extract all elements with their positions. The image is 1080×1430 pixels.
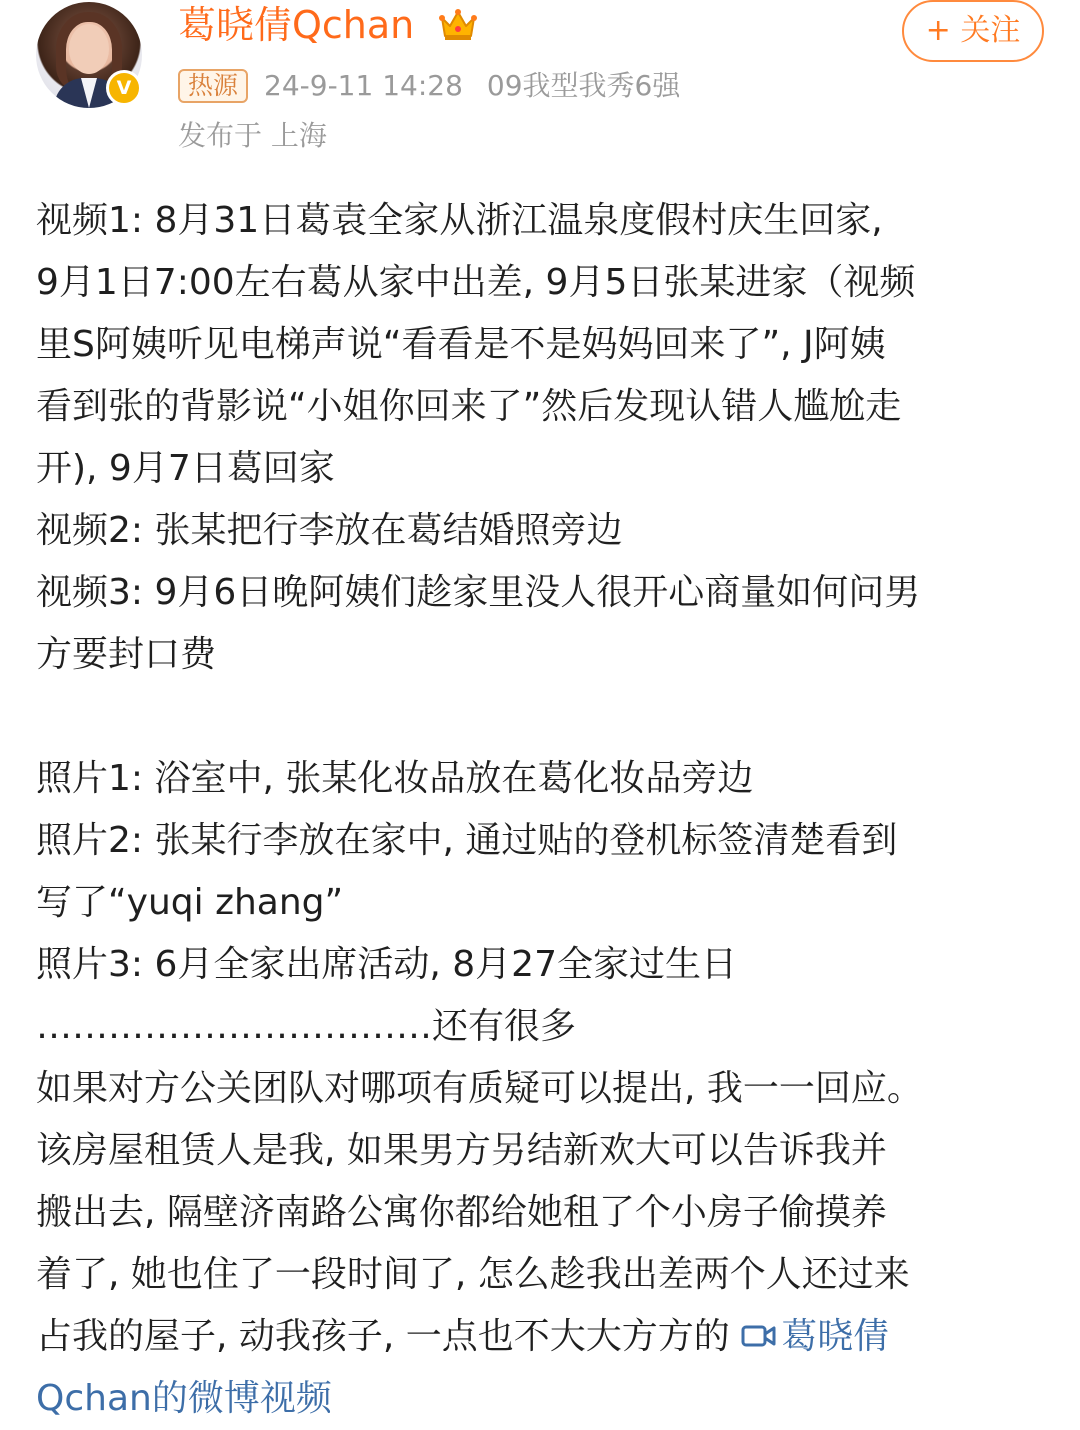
post-line: 看到张的背影说“小姐你回来了”然后发现认错人尴尬走	[36, 386, 902, 427]
post-line-with-link	[36, 1306, 1046, 1368]
post-header	[0, 0, 1080, 170]
post-line: 照片1: 浴室中, 张某化妆品放在葛化妆品旁边	[36, 758, 754, 799]
crown-icon	[438, 6, 478, 42]
post-line: 方要封口费	[36, 634, 217, 675]
avatar-face	[69, 24, 109, 74]
post-line: 里S阿姨听见电梯声说“看看是不是妈妈回来了”, J阿姨	[36, 324, 886, 365]
post-meta	[178, 66, 680, 106]
video-link-continued[interactable]: Qchan的微博视频	[36, 1378, 332, 1419]
post-line: 视频2: 张某把行李放在葛结婚照旁边	[36, 510, 623, 551]
post-device[interactable]: 09我型我秀6强	[486, 69, 681, 102]
source-badge[interactable]: 热源	[178, 69, 248, 103]
video-camera-icon	[741, 1321, 777, 1351]
username[interactable]: 葛晓倩Qchan	[178, 3, 415, 47]
post-line: ……………………………还有很多	[36, 1006, 577, 1047]
video-link[interactable]	[741, 1316, 889, 1357]
post-line: 9月1日7:00左右葛从家中出差, 9月5日张某进家（视频	[36, 262, 916, 303]
post-location: 发布于 上海	[178, 119, 327, 152]
video-link-text[interactable]: 葛晓倩	[781, 1316, 890, 1357]
post-line: 搬出去, 隔壁济南路公寓你都给她租了个小房子偷摸养	[36, 1192, 887, 1233]
follow-button[interactable]: + 关注	[902, 0, 1044, 62]
post-line: 开), 9月7日葛回家	[36, 448, 335, 489]
post-line: 视频1: 8月31日葛袁全家从浙江温泉度假村庆生回家,	[36, 200, 883, 241]
post-line: 如果对方公关团队对哪项有质疑可以提出, 我一一回应。	[36, 1068, 923, 1109]
verified-badge-icon: V	[106, 70, 142, 106]
post-line: 照片3: 6月全家出席活动, 8月27全家过生日	[36, 944, 737, 985]
post-line: 照片2: 张某行李放在家中, 通过贴的登机标签清楚看到	[36, 820, 898, 861]
post-body	[36, 190, 1046, 1430]
post-blank-line	[36, 686, 1046, 748]
post-line: 着了, 她也住了一段时间了, 怎么趁我出差两个人还过来	[36, 1254, 910, 1295]
post-line-text: 占我的屋子, 动我孩子, 一点也不大大方方的	[36, 1316, 742, 1357]
post-line-link-continued	[36, 1368, 1046, 1430]
post-line: 该房屋租赁人是我, 如果男方另结新欢大可以告诉我并	[36, 1130, 887, 1171]
post-timestamp: 24-9-11 14:28	[264, 69, 463, 102]
post-line: 视频3: 9月6日晚阿姨们趁家里没人很开心商量如何问男	[36, 572, 921, 613]
post-line: 写了“yuqi zhang”	[36, 882, 344, 923]
